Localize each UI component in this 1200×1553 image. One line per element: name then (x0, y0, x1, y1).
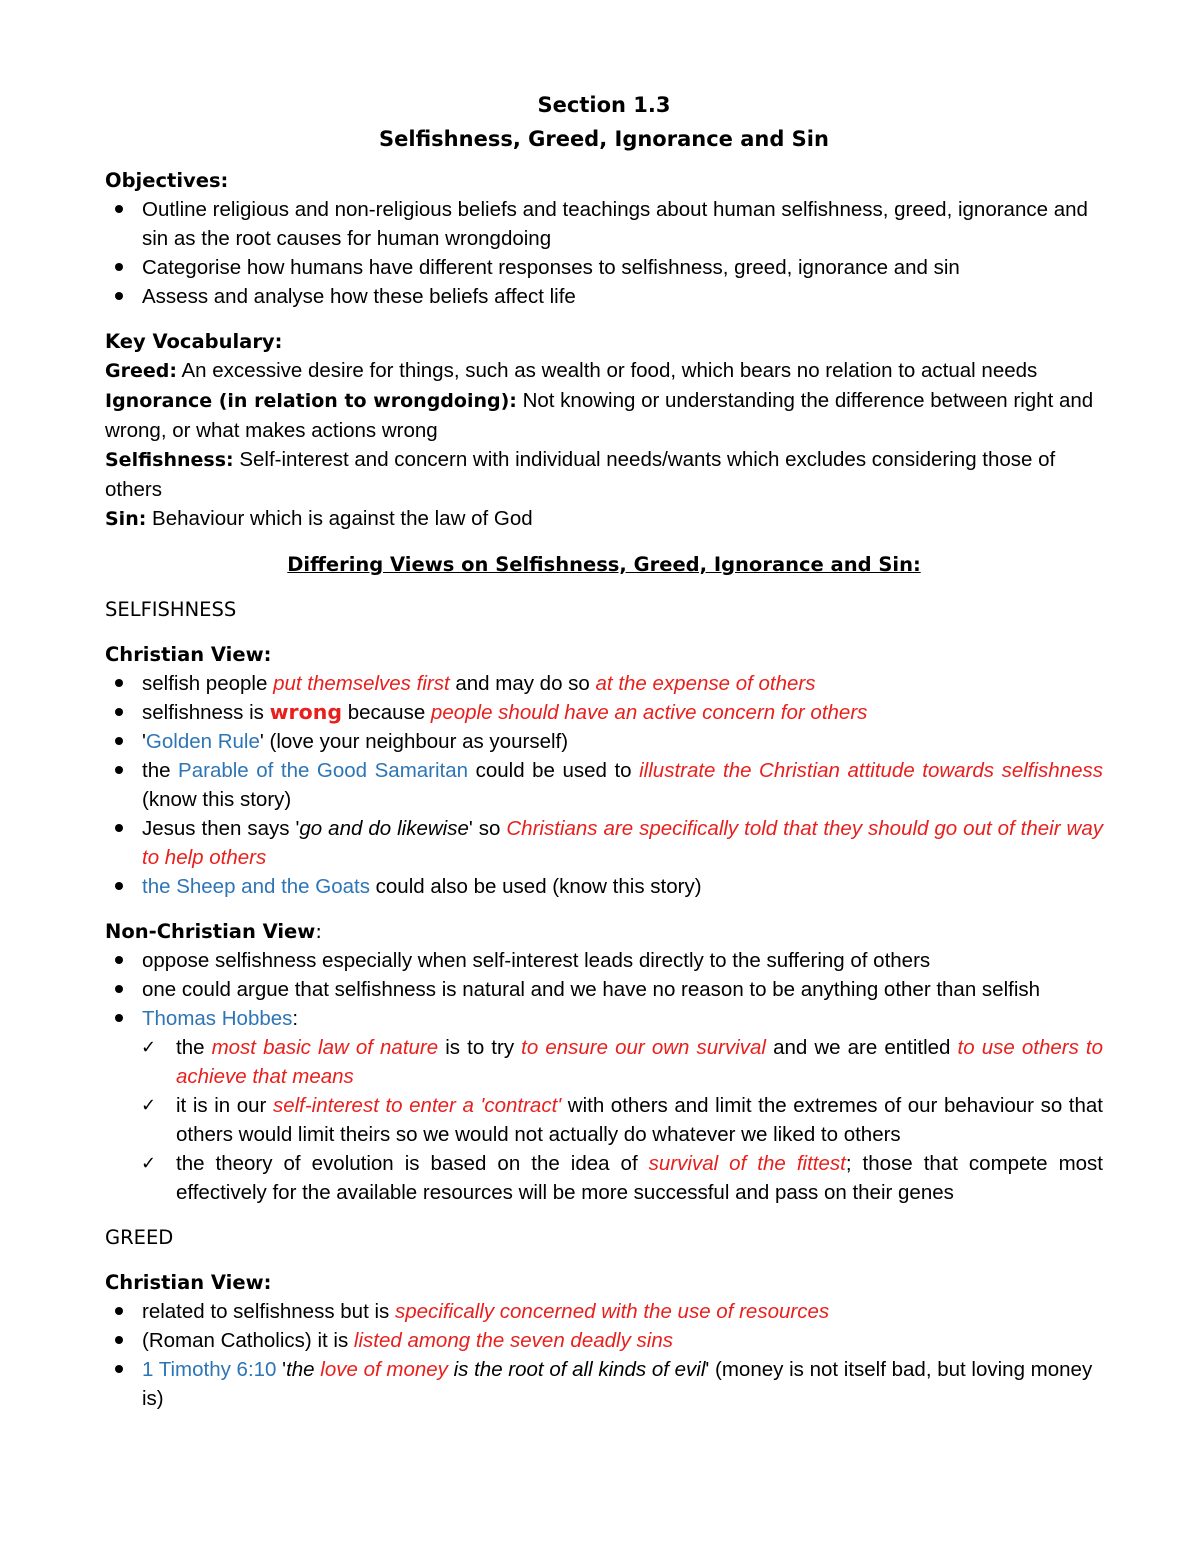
vocab-entry-greed (105, 356, 1103, 386)
list-item (105, 814, 1103, 872)
checkmark-icon: ✓ (141, 1153, 157, 1174)
text-run: and we are entitled (766, 1036, 958, 1059)
text-run: could be used to (468, 759, 640, 782)
text-run: could also be used (know this story) (369, 875, 702, 898)
vocab-term: Sin: (105, 508, 147, 530)
checkmark-icon: ✓ (141, 1095, 157, 1116)
highlight-text: to use others to achieve that means (176, 1036, 1104, 1088)
highlight-text: specifically concerned with the use of resources (394, 1300, 830, 1323)
vocab-definition: An excessive desire for things, such as wealth or food, which bears no relation to actual needs (176, 359, 1038, 382)
text-run: ; those that compete most effectively for the available resources will be more successful and pass on their genes (176, 1152, 1103, 1204)
vocab-definition: Not knowing or understanding the difference between right and wrong, or what makes actions wrong (105, 389, 1094, 442)
vocab-definition: Self-interest and concern with individual needs/wants which excludes considering those of others (105, 448, 1056, 501)
text-run: selfish people (142, 672, 274, 695)
text-run: the (142, 759, 179, 782)
section-number: Section 1.3 (537, 93, 671, 117)
text-run: the theory of evolution is based on the idea of (176, 1152, 649, 1175)
text-run: : (292, 1007, 299, 1030)
vocabulary-heading: Key Vocabulary: (105, 330, 283, 353)
checklist-item (105, 1149, 1103, 1207)
highlight-text: people should have an active concern for others (430, 701, 868, 724)
quote-text: go and do likewise (299, 817, 469, 840)
text-run: because (342, 701, 431, 724)
highlight-text: at the expense of others (595, 672, 816, 695)
reference-text: the Sheep and the Goats (142, 875, 370, 898)
list-item: oppose selfishness especially when self-interest leads directly to the suffering of others (105, 946, 1103, 975)
highlight-text: illustrate the Christian attitude towards selfishness (639, 759, 1103, 782)
quote-text: the (286, 1358, 321, 1381)
text-run: ' (love your neighbour as yourself) (259, 730, 569, 753)
list-item (105, 698, 1103, 727)
text-run: ' (276, 1358, 287, 1381)
heading-colon: : (315, 920, 322, 943)
list-item: one could argue that selfishness is natural and we have no reason to be anything other than selfish (105, 975, 1103, 1004)
text-run: (know this story) (142, 788, 292, 811)
highlight-text: put themselves first (273, 672, 450, 695)
selfishness-non-christian-list (105, 946, 1103, 1207)
text-run: is to try (438, 1036, 522, 1059)
quote-text: is the root of all kinds of evil (447, 1358, 706, 1381)
selfishness-heading: SELFISHNESS (105, 598, 237, 621)
list-item (105, 727, 1103, 756)
vocab-term: Greed: (105, 360, 177, 382)
list-item (105, 756, 1103, 814)
text-run: (Roman Catholics) it is (142, 1329, 354, 1352)
text-run: it is in our (176, 1094, 273, 1117)
list-item (105, 1297, 1103, 1326)
text-run: ' so (468, 817, 507, 840)
reference-text: Parable of the Good Samaritan (178, 759, 469, 782)
heading-text: Non-Christian View (105, 920, 316, 943)
checkmark-icon: ✓ (141, 1037, 157, 1058)
christian-view-heading: Christian View: (105, 643, 272, 666)
page-title: Selfishness, Greed, Ignorance and Sin (379, 127, 829, 151)
checklist-item (105, 1033, 1103, 1091)
selfishness-christian-list (105, 669, 1103, 901)
list-item: Outline religious and non-religious beliefs and teachings about human selfishness, greed, ignorance and sin as the root causes for human wrongdoing (105, 195, 1103, 253)
text-run: with others and limit the extremes of our behaviour so that others would limit theirs so we would not actually do whatever we liked to others (176, 1094, 1103, 1146)
christian-view-heading: Christian View: (105, 1271, 272, 1294)
differing-views-heading: Differing Views on Selfishness, Greed, Ignorance and Sin: (287, 553, 921, 576)
vocab-entry-selfishness (105, 445, 1103, 504)
text-run: ' (142, 730, 146, 753)
reference-text: 1 Timothy 6:10 (142, 1358, 277, 1381)
vocab-entry-ignorance (105, 386, 1103, 445)
highlight-text: most basic law of nature (211, 1036, 439, 1059)
greed-christian-list (105, 1297, 1103, 1413)
vocab-definition: Behaviour which is against the law of God (146, 507, 533, 530)
list-item (105, 1326, 1103, 1355)
highlight-text: love of money (320, 1358, 448, 1381)
text-run: the (176, 1036, 212, 1059)
reference-text: Thomas Hobbes (142, 1007, 293, 1030)
vocab-term: Selfishness: (105, 449, 234, 471)
highlight-text: Christians are specifically told that they should go out of their way to help others (142, 817, 1103, 869)
list-item (105, 1355, 1103, 1413)
greed-heading: GREED (105, 1226, 174, 1249)
list-item (105, 669, 1103, 698)
highlight-text: survival of the fittest (648, 1152, 846, 1175)
reference-text: Golden Rule (145, 730, 260, 753)
highlight-text: listed among the seven deadly sins (353, 1329, 673, 1352)
text-run: ' (money is not itself bad, but loving money is) (142, 1358, 1093, 1410)
emphasis-text: wrong (269, 700, 343, 724)
list-item (105, 872, 1103, 901)
list-item: Assess and analyse how these beliefs affect life (105, 282, 1103, 311)
checklist-item (105, 1091, 1103, 1149)
objectives-heading: Objectives: (105, 169, 229, 192)
document-page (105, 88, 1103, 1413)
highlight-text: self-interest to enter a 'contract' (272, 1094, 562, 1117)
vocab-term: Ignorance (in relation to wrongdoing): (105, 390, 517, 412)
text-run: related to selfishness but is (142, 1300, 395, 1323)
text-run: Jesus then says ' (142, 817, 300, 840)
text-run: and may do so (449, 672, 596, 695)
list-item (105, 1004, 1103, 1033)
vocab-entry-sin (105, 504, 1103, 534)
highlight-text: to ensure our own survival (521, 1036, 766, 1059)
objectives-list (105, 195, 1103, 311)
non-christian-view-heading (105, 917, 1103, 946)
text-run: selfishness is (142, 701, 270, 724)
list-item: Categorise how humans have different responses to selfishness, greed, ignorance and sin (105, 253, 1103, 282)
